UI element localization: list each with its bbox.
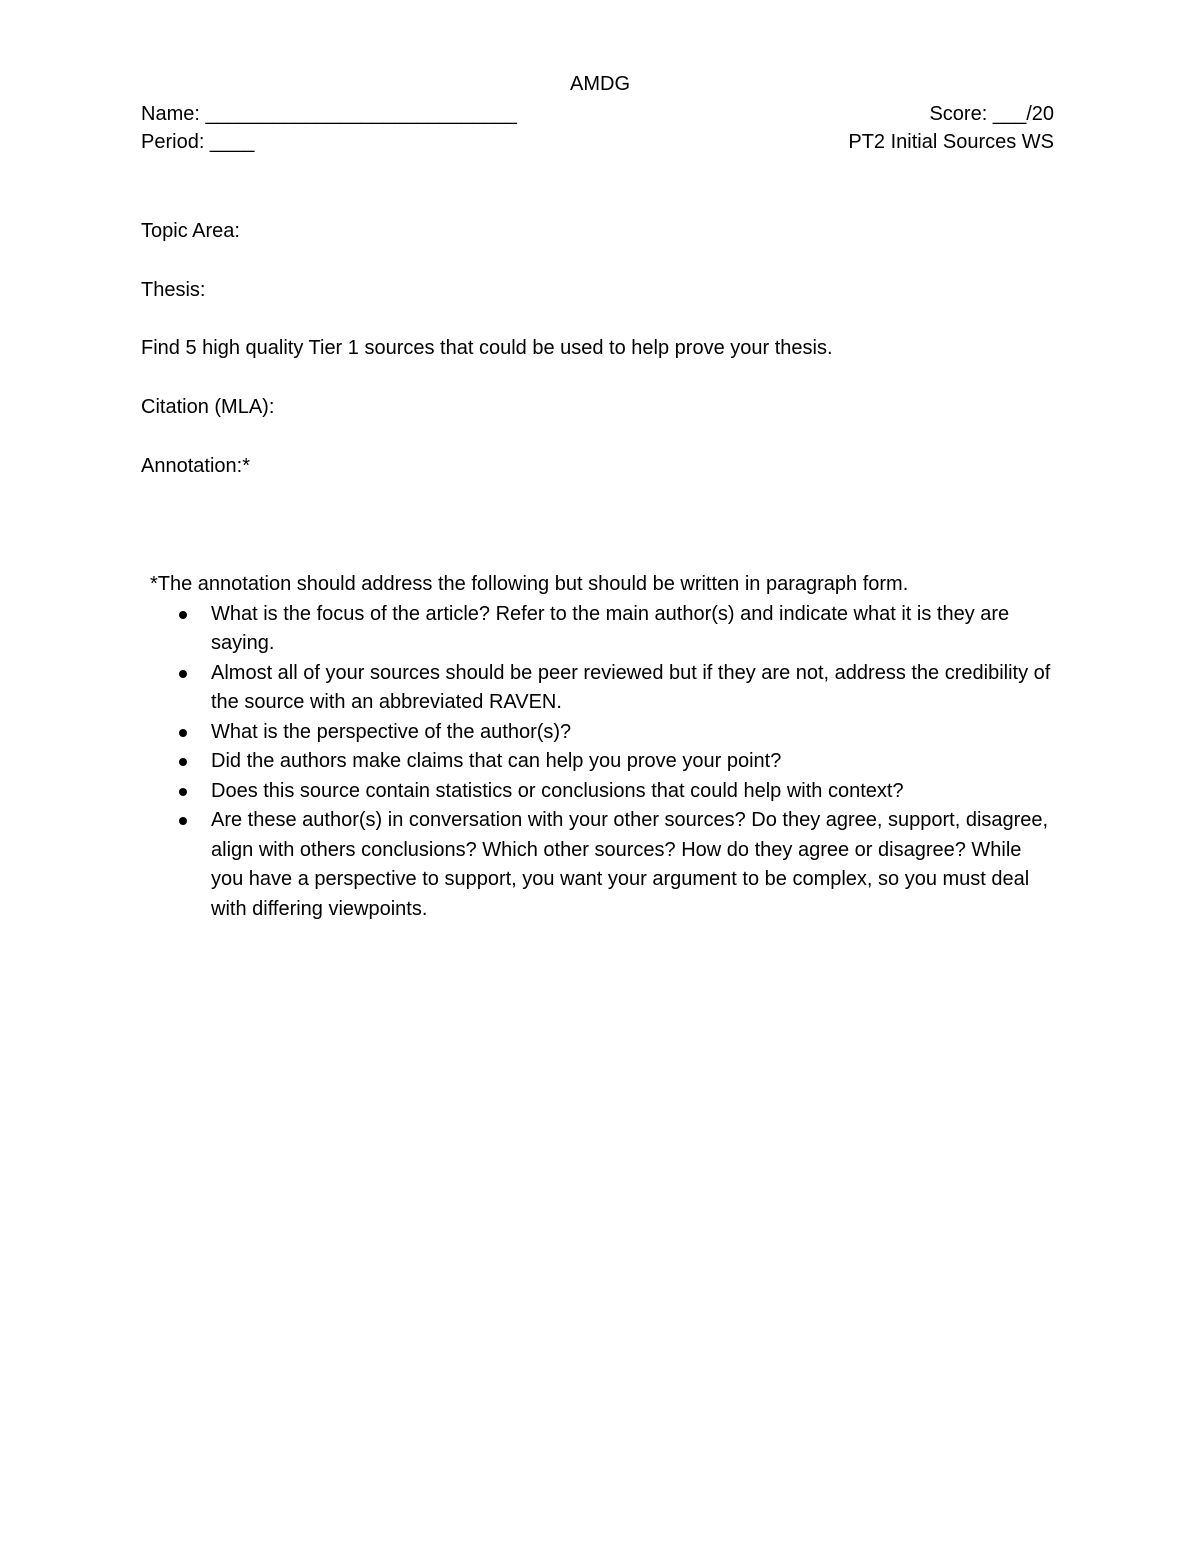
assignment-title: PT2 Initial Sources WS <box>848 131 1054 153</box>
bullet-icon <box>179 817 187 825</box>
list-item <box>150 747 1051 777</box>
bullet-icon <box>179 788 187 796</box>
list-item <box>150 806 1051 924</box>
list-item-text: Are these author(s) in conversation with your other sources? Do they agree, support, disagree, align with others conclusions? Which other sources? How do they agree or disagree? While you have a perspective to support, you want your argument to be complex, so you must deal with differing viewpoints. <box>211 809 1049 920</box>
list-item-text: What is the focus of the article? Refer to the main author(s) and indicate what it is they are saying. <box>211 602 1010 654</box>
bullet-icon <box>179 611 187 619</box>
annotation-label: Annotation:* <box>141 455 250 477</box>
score-line: Score: ___/20 <box>929 103 1054 125</box>
bullet-icon <box>179 758 187 766</box>
list-item <box>150 718 1051 748</box>
list-item-text: Did the authors make claims that can help you prove your point? <box>211 750 782 772</box>
thesis-label: Thesis: <box>141 279 206 301</box>
annotation-guidelines <box>150 570 1060 924</box>
list-item-text: Almost all of your sources should be peer reviewed but if they are not, address the credibility of the source with an abbreviated RAVEN. <box>211 661 1051 713</box>
page-title: AMDG <box>570 73 630 95</box>
bullet-icon <box>179 729 187 737</box>
bullet-icon <box>179 670 187 678</box>
topic-area-label: Topic Area: <box>141 220 240 242</box>
period-line: Period: ____ <box>141 131 255 153</box>
list-item-text: Does this source contain statistics or conclusions that could help with context? <box>211 779 904 802</box>
name-line: Name: ____________________________ <box>141 103 517 125</box>
guidelines-intro: *The annotation should address the following but should be written in paragraph form. <box>150 573 909 595</box>
list-item-text: What is the perspective of the author(s)? <box>211 720 572 743</box>
list-item <box>150 777 1051 807</box>
list-item <box>150 600 1051 659</box>
guidelines-list <box>150 600 1060 925</box>
list-item <box>150 659 1051 718</box>
instruction-text: Find 5 high quality Tier 1 sources that could be used to help prove your thesis. <box>141 337 833 359</box>
citation-label: Citation (MLA): <box>141 396 275 418</box>
